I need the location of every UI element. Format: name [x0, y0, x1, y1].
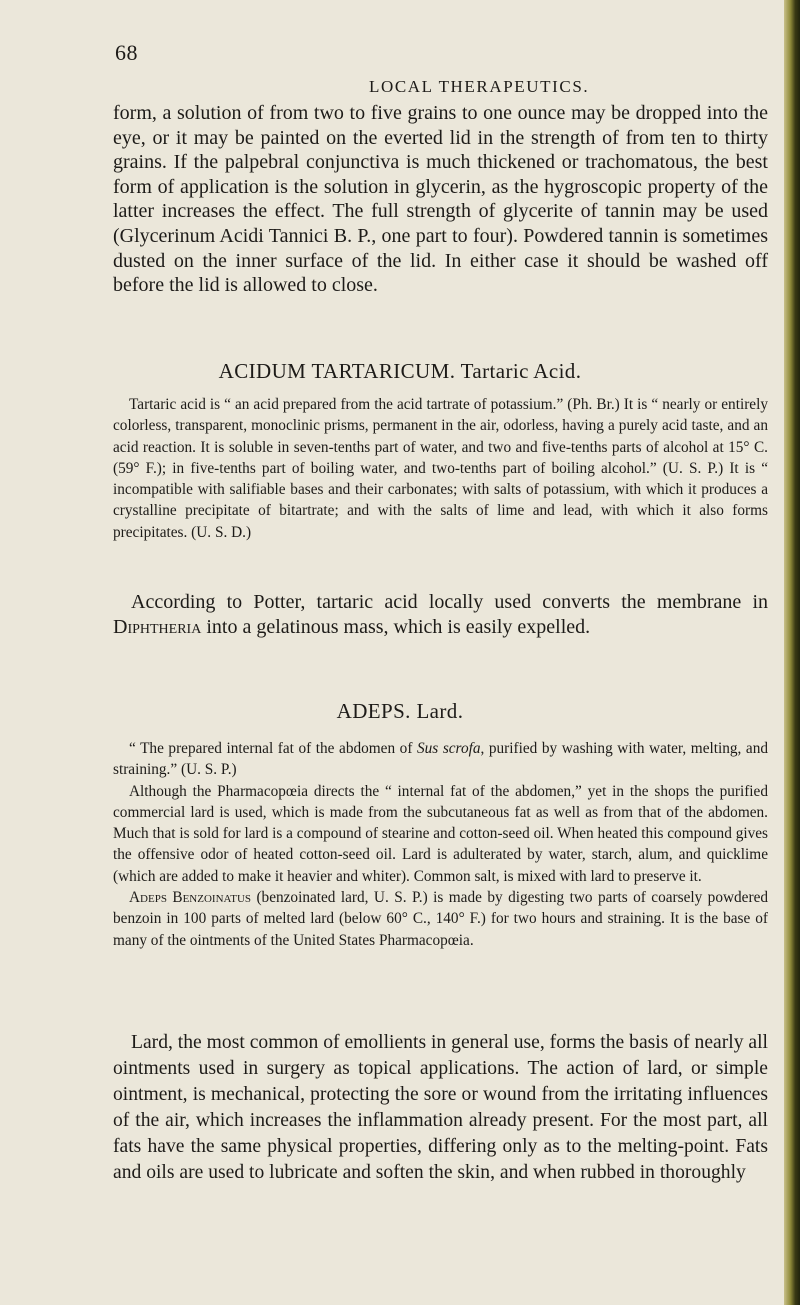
tartaric-description-text: Tartaric acid is “ an acid prepared from the acid tartrate of potassium.” (Ph. Br.) It is “ nearly or entirely colorless, transparent, monoclinic prisms, permanent in the air, odorless, having a purely acid taste, and an acid reaction. It is soluble in seven-tenths part of water, and two and five-tenths parts of alcohol at 15° C. (59° F.); in five-tenths part of boiling water, and two-tenths part of boiling alcohol.” (U. S. P.) It is “ incompatible with salifiable bases and their carbonates; with salts of potassium, with which it produces a crystalline precipitate of bitartrate; and with the salts of lime and lead, with which it also forms precipitates. (U. S. D.) — [113, 396, 768, 541]
adeps-definition-after: , purified by washing with water, melting, and straining.” (U. S. P.) — [113, 740, 769, 779]
page-edge-binding — [784, 0, 800, 1305]
emollient-paragraph — [113, 1030, 768, 1186]
diphtheria-term: Diphtheria — [113, 615, 202, 638]
tartaric-heading: ACIDUM TARTARICUM. Tartaric Acid. — [218, 359, 582, 383]
potter-text-before: According to Potter, tartaric acid locally used converts the membrane in — [131, 591, 768, 613]
adeps-definition-before: “ The prepared internal fat of the abdomen of — [129, 740, 417, 757]
intro-paragraph-text: form, a solution of from two to five grains to one ounce may be dropped into the eye, or it may be painted on the everted lid in the strength of from ten to thirty grains. If the palpebral conjunctiva is much thickened or trachomatous, the best form of application is the solution in glycerin, as the hygroscopic property of the latter increases the effect. The full strength of glycerite of tannin may be used (Glycerinum Acidi Tannici B. P., one part to four). Powdered tannin is sometimes dusted on the inner surface of the lid. In either case it should be washed off before the lid is allowed to close. — [113, 102, 768, 297]
adeps-note: Although the Pharmacopœia directs the “ internal fat of the abdomen,” yet in the shops the purified commercial lard is used, which is made from the subcutaneous fat as well as from that of the abdomen. Much that is sold for lard is a compound of stearine and cotton-seed oil. When heated this compound gives the offensive odor of heated cotton-seed oil. Lard is adulterated by water, starch, alum, and quicklime (which are added to make it heavier and whiter). Common salt, is mixed with lard to preserve it. — [113, 782, 768, 885]
adeps-species: Sus scrofa — [417, 740, 481, 757]
potter-text-after: into a gelatinous mass, which is easily expelled. — [201, 615, 591, 638]
adeps-description — [113, 738, 768, 951]
running-head: LOCAL THERAPEUTICS. — [369, 77, 590, 96]
emollient-paragraph-text: Lard, the most common of emollients in general use, forms the basis of nearly all ointments used in surgery as topical applications. The action of lard, or simple ointment, is mechanical, protecting the sore or wound from the irritating influences of the air, which increases the inflammation already present. For the most part, all fats have the same physical properties, differing only as to the melting-point. Fats and oils are used to lubricate and soften the skin, and when rubbed in thoroughly — [113, 1032, 768, 1183]
intro-paragraph — [113, 101, 768, 298]
adeps-benzoinatus — [113, 887, 768, 951]
adeps-definition — [113, 738, 768, 781]
page-number: 68 — [115, 40, 138, 65]
adeps-benzoinatus-term: Adeps Benzoinatus — [129, 889, 252, 907]
potter-paragraph-text — [113, 590, 768, 639]
adeps-heading: ADEPS. Lard. — [336, 699, 464, 723]
potter-paragraph — [113, 590, 768, 639]
tartaric-description — [113, 394, 768, 543]
adeps-benzoinatus-text: (benzoinated lard, U. S. P.) is made by digesting two parts of coarsely powdered benzoin in 100 parts of melted lard (below 60° C., 140° F.) for two hours and straining. It is the base of many of the ointments of the United States Pharmacopœia. — [113, 889, 769, 949]
